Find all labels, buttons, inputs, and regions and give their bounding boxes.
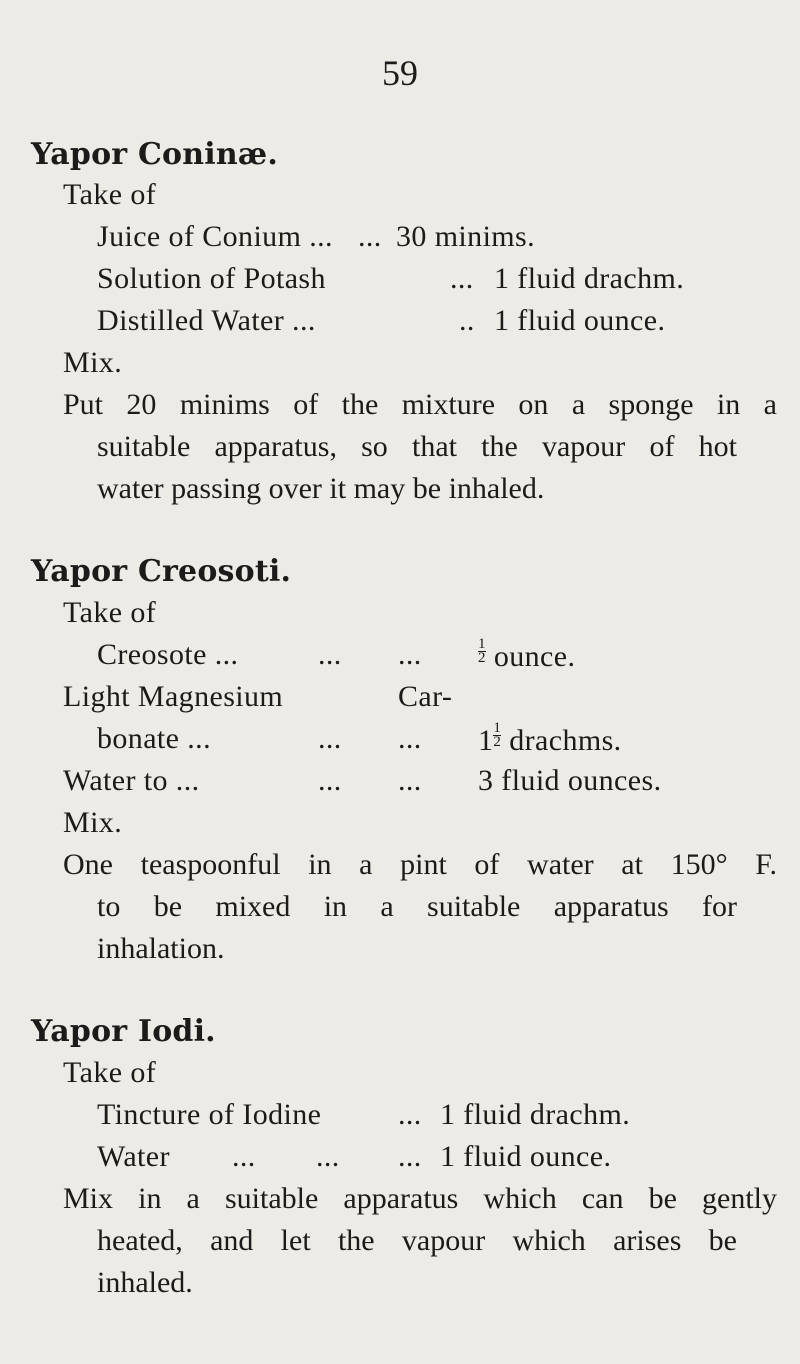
fraction-half: $\frac{1}{2}$ <box>478 636 486 666</box>
dot-leader: ... <box>318 764 342 797</box>
ingredient-amount: 1 fluid drachm. <box>440 1098 631 1131</box>
dot-leader: .. <box>459 304 475 337</box>
ingredient-amount <box>478 722 622 758</box>
ingredient-amount: 30 minims. <box>396 220 536 253</box>
dot-leader: ... <box>358 220 382 253</box>
ingredient-name: Creosote ... <box>97 638 239 671</box>
directions-line: Mix in a suitable apparatus which can be gently <box>63 1182 777 1215</box>
section-title-vapor-iodi: Yapor Iodi. <box>31 1014 216 1049</box>
ingredient-amount: 1 fluid ounce. <box>494 304 666 337</box>
directions-line: to be mixed in a suitable apparatus for <box>97 890 737 923</box>
ingredient-amount: 1 fluid ounce. <box>440 1140 612 1173</box>
directions-line: One teaspoonful in a pint of water at 150° F. <box>63 848 777 881</box>
dot-leader: ... <box>232 1140 256 1173</box>
take-of-label: Take of <box>63 596 157 629</box>
ingredient-name: bonate ... <box>97 722 211 755</box>
hyphenated-word-part: Car- <box>398 680 453 713</box>
dot-leader: ... <box>318 638 342 671</box>
ingredient-amount <box>478 638 575 674</box>
ingredient-name: Tincture of Iodine <box>97 1098 322 1131</box>
dot-leader: ... <box>316 1140 340 1173</box>
directions-line: water passing over it may be inhaled. <box>97 472 545 505</box>
section-title-vapor-coninae: Yapor Coninæ. <box>31 137 278 172</box>
directions-line: heated, and let the vapour which arises be <box>97 1224 737 1257</box>
ingredient-amount: 1 fluid drachm. <box>494 262 685 295</box>
directions-line: Put 20 minims of the mixture on a sponge in a <box>63 388 777 421</box>
dot-leader: ... <box>398 1140 422 1173</box>
ingredient-name: Water to ... <box>63 764 200 797</box>
ingredient-name: Water <box>97 1140 170 1173</box>
fraction-half: $\frac{1}{2}$ <box>493 720 502 750</box>
section-title-vapor-creosoti: Yapor Creosoti. <box>31 554 292 589</box>
directions-line: inhaled. <box>97 1266 193 1299</box>
directions-line: inhalation. <box>97 932 225 965</box>
dot-leader: ... <box>450 262 474 295</box>
amount-whole: 1 <box>478 724 494 757</box>
ingredient-name: Juice of Conium ... <box>97 220 333 253</box>
ingredient-amount: 3 fluid ounces. <box>478 764 662 797</box>
dot-leader: ... <box>318 722 342 755</box>
take-of-label: Take of <box>63 1056 157 1089</box>
page-number: 59 <box>382 53 418 93</box>
ingredient-name: Distilled Water ... <box>97 304 316 337</box>
mix-label: Mix. <box>63 806 123 839</box>
dot-leader: ... <box>398 638 422 671</box>
dot-leader: ... <box>398 1098 422 1131</box>
amount-unit: drachms. <box>509 724 622 757</box>
ingredient-name: Light Magnesium <box>63 680 284 713</box>
ingredient-name: Solution of Potash <box>97 262 326 295</box>
directions-line: suitable apparatus, so that the vapour of hot <box>97 430 737 463</box>
mix-label: Mix. <box>63 346 123 379</box>
dot-leader: ... <box>398 764 422 797</box>
take-of-label: Take of <box>63 178 157 211</box>
dot-leader: ... <box>398 722 422 755</box>
amount-unit: ounce. <box>493 640 576 673</box>
